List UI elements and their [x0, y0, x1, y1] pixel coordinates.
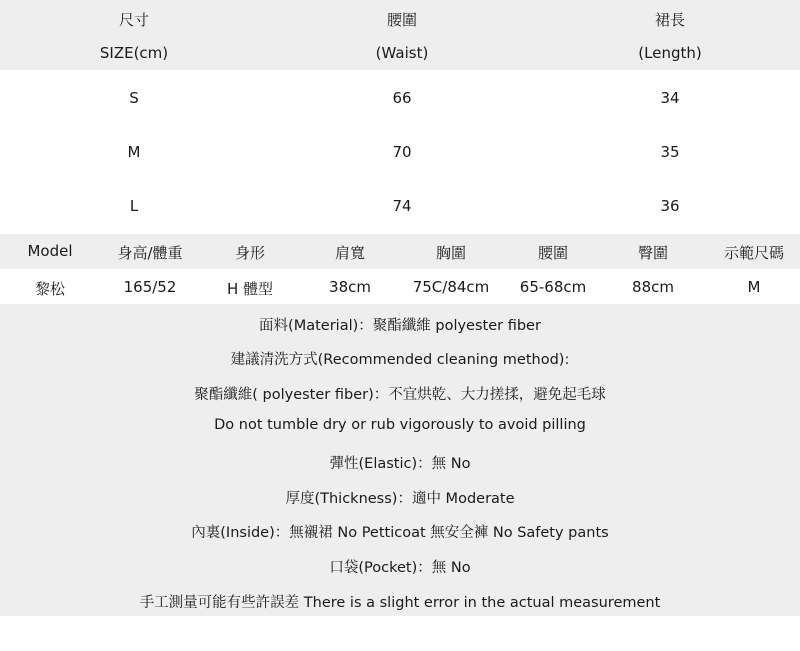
size-l: L	[129, 197, 139, 215]
pocket-line: 口袋(Pocket)：無 No	[329, 560, 471, 576]
shoulder-value: 38cm	[329, 278, 371, 296]
cleaning-en: Do not tumble dry or rub vigorously to avoid pilling	[214, 417, 586, 433]
bust-value: 75C/84cm	[412, 278, 490, 296]
size-header-zh: 尺寸	[118, 11, 150, 29]
bust-header: 胸圍	[435, 244, 467, 262]
body-shape-header: 身形	[234, 244, 266, 262]
length-m: 35	[660, 143, 680, 161]
hip-value: 88cm	[632, 278, 674, 296]
length-header-zh: 裙長	[654, 11, 686, 29]
body-shape-value: H 體型	[226, 280, 274, 298]
waist-header: 腰圍	[537, 244, 569, 262]
waist-header-zh: 腰圍	[386, 11, 418, 29]
length-l: 36	[660, 197, 680, 215]
waist-header-en: (Waist)	[375, 44, 429, 62]
size-s: S	[129, 89, 139, 107]
length-header-en: (Length)	[638, 44, 702, 62]
height-weight-value: 165/52	[123, 278, 177, 296]
demo-size-value: M	[747, 278, 761, 296]
hip-header: 臀圍	[637, 244, 669, 262]
model-name: 黎松	[34, 280, 66, 298]
waist-l: 74	[392, 197, 412, 215]
demo-size-header: 示範尺碼	[723, 244, 785, 262]
waist-value: 65-68cm	[519, 278, 587, 296]
height-weight-header: 身高/體重	[117, 244, 183, 262]
inside-line: 內裏(Inside)：無襯裙 No Petticoat 無安全褲 No Safety pants	[191, 525, 609, 541]
thickness-line: 厚度(Thickness)：適中 Moderate	[285, 491, 515, 507]
waist-s: 66	[392, 89, 412, 107]
model-header: Model	[27, 242, 73, 260]
size-m: M	[127, 143, 141, 161]
elastic-line: 彈性(Elastic)：無 No	[329, 456, 471, 472]
material-line: 面料(Material)：聚酯纖維 polyester fiber	[259, 318, 541, 334]
waist-m: 70	[392, 143, 412, 161]
shoulder-header: 肩寬	[334, 244, 366, 262]
measurement-note: 手工測量可能有些許誤差 There is a slight error in the actual measurement	[139, 595, 661, 611]
length-s: 34	[660, 89, 680, 107]
cleaning-zh: 聚酯纖維( polyester fiber)：不宜烘乾、大力搓揉，避免起毛球	[194, 387, 606, 403]
size-header-en: SIZE(cm)	[99, 44, 169, 62]
cleaning-title: 建議清洗方式(Recommended cleaning method):	[230, 352, 570, 368]
